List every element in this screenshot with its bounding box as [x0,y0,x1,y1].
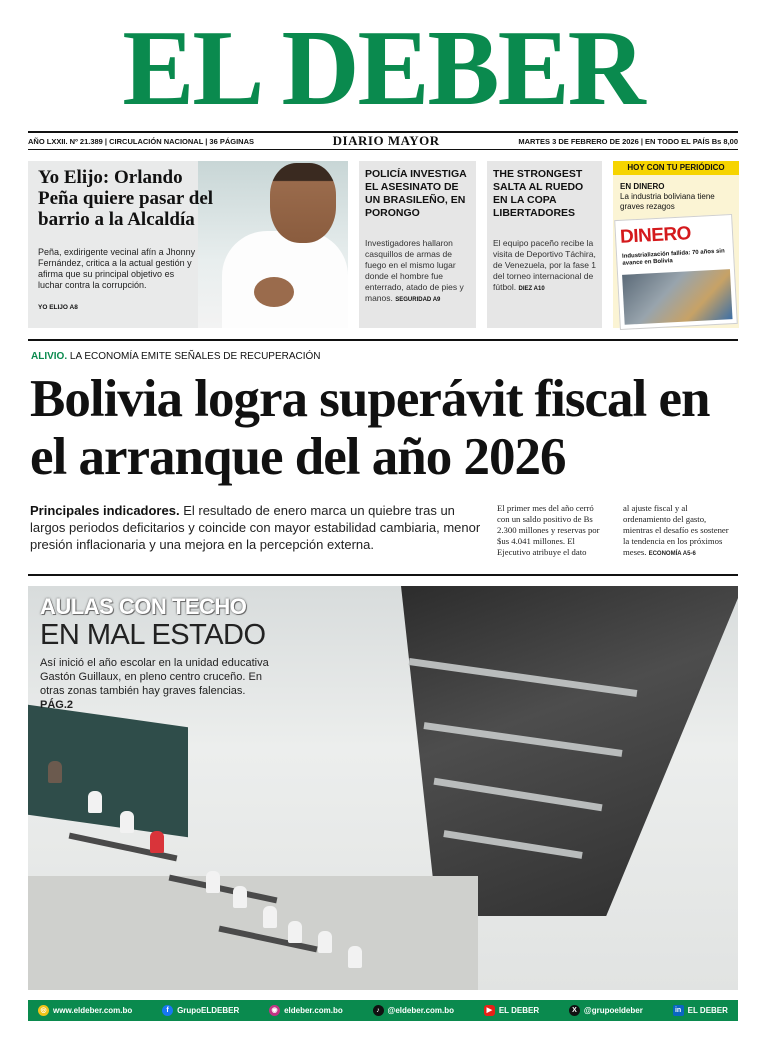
dinero-cover-image [622,269,732,325]
supplement-banner: HOY CON TU PERIÓDICO [613,161,739,175]
date-price: MARTES 3 DE FEBRERO DE 2026 | EN TODO EL PAÍS Bs 8,00 [518,136,738,146]
teaser-title: POLICÍA INVESTIGA EL ASESINATO DE UN BRASILEÑO, EN PORONGO [365,168,467,219]
footer-youtube[interactable]: ▶ EL DEBER [484,1005,539,1016]
footer-web[interactable]: ◎ www.eldeber.com.bo [38,1005,132,1016]
footer-linkedin[interactable]: in EL DEBER [673,1005,728,1016]
footer-instagram[interactable]: ◉ eldeber.com.bo [269,1005,343,1016]
damaged-ceiling [383,586,738,916]
tiktok-icon: ♪ [373,1005,384,1016]
dinero-cover [614,214,738,330]
photo-ref: PÁG.2 [40,699,74,711]
facebook-icon: f [162,1005,173,1016]
dateline-bar [28,131,738,150]
student [150,831,164,853]
footer-tiktok[interactable]: ♪ @eldeber.com.bo [373,1005,454,1016]
social-footer [28,1000,738,1021]
student [48,761,62,783]
main-headline[interactable]: Bolivia logra superávit fiscal en el arranque del año 2026 [30,370,710,486]
x-icon: X [569,1005,580,1016]
footer-x[interactable]: X @grupoeldeber [569,1005,643,1016]
student [288,921,302,943]
teaser-title: Yo Elijo: Orlando Peña quiere pasar del barrio a la Alcaldía [38,167,214,230]
instagram-icon: ◉ [269,1005,280,1016]
youtube-icon: ▶ [484,1005,495,1016]
teaser-yo-elijo[interactable] [28,161,348,328]
teaser-text: Investigadores hallaron casquillos de armas de fuego en el mismo lugar donde el hombre fue enterrado, atado de pies y manos. SEGURIDAD A9 [365,238,464,303]
linkedin-icon: in [673,1005,684,1016]
photo-title-1: AULAS CON TECHO [40,594,247,619]
main-ref: ECONOMÍA A5-6 [648,551,696,557]
student [318,931,332,953]
main-kicker: ALIVIO. LA ECONOMÍA EMITE SEÑALES DE RECUPERACIÓN [31,351,321,362]
supplement-section: EN DINERO [620,182,665,191]
teaser-text: Peña, exdirigente vecinal afín a Jhonny Fernández, critica a la actual gestión y afirma que su principal objetivo es luchar contra la corrupción. [38,247,196,290]
teaser-text: El equipo paceño recibe la visita de Deportivo Táchira, de Venezuela, por la fase 1 del torneo internacional de fútbol. DIEZ A10 [493,238,597,292]
dinero-logo: DINERO [619,223,692,248]
teaser-ref: YO ELIJO A8 [38,304,78,311]
web-icon: ◎ [38,1005,49,1016]
classroom-photo [28,586,738,990]
candidate-head [270,163,336,243]
edition-info: AÑO LXXII. Nº 21.389 | CIRCULACIÓN NACIONAL | 36 PÁGINAS [28,136,255,146]
supplement-desc: La industria boliviana tiene graves rezagos [620,192,715,211]
student [206,871,220,893]
candidate-hand [254,277,294,307]
tagline: DIARIO MAYOR [332,133,440,148]
teaser-ref: DIEZ A10 [518,286,545,292]
teaser-title: THE STRONGEST SALTA AL RUEDO EN LA COPA LIBERTADORES [493,168,584,219]
footer-facebook[interactable]: f GrupoELDEBER [162,1005,239,1016]
masthead-logo: EL DEBER [122,9,644,128]
student [233,886,247,908]
teaser-ref: SEGURIDAD A9 [395,297,441,303]
supplement-box[interactable] [613,161,739,328]
main-lead: Principales indicadores. El resultado de enero marca un quiebre tras un largos periodos deficitarios y coincide con mayor estabilidad cambiaria, menor presión inflacionaria y una mejora en la percepción externa. [30,503,481,552]
student [120,811,134,833]
main-column-2: al ajuste fiscal y al ordenamiento del gasto, mientras el desafío es sostener la tendencia en los próximos meses. ECONOMÍA A5-6 [623,503,729,557]
teaser-strongest[interactable] [487,161,602,328]
teaser-policia[interactable] [359,161,476,328]
main-column-1: El primer mes del año cerró con un saldo positivo de Bs 2.300 millones y reservas por $us 4.041 millones. El Ejecutivo atribuye el dato [497,503,600,557]
student [263,906,277,928]
dinero-headline: Industrialización fallida: 70 años sin avance en Bolivia [621,248,725,267]
student [88,791,102,813]
photo-caption: Así inició el año escolar en la unidad educativa Gastón Guillaux, en pleno centro cruceño. En otras zonas también hay graves falencias. PÁG.2 [40,657,269,711]
divider [28,574,738,576]
divider [28,339,738,341]
photo-title-2: EN MAL ESTADO [40,619,266,651]
student [348,946,362,968]
